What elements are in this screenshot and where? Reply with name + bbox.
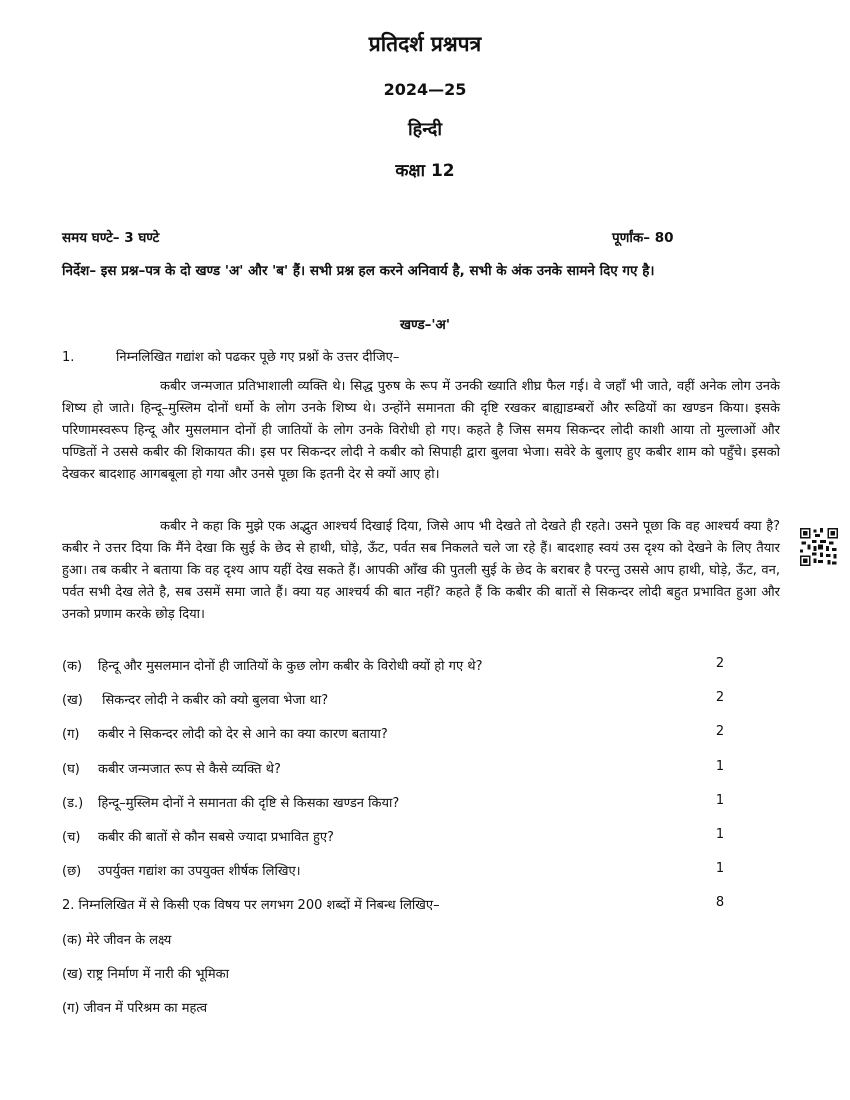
question-1 (62, 347, 399, 365)
sub-question-label: (ख) (62, 693, 83, 708)
question-1-number: 1. (62, 350, 75, 365)
sub-question (62, 827, 742, 845)
paper-year: 2024—25 (383, 80, 467, 99)
sub-question-marks: 2 (715, 690, 725, 705)
sub-question-text: हिन्दू और मुसलमान दोनों ही जातियों के कुछ लोग कबीर के विरोधी क्यों हो गए थे? (98, 659, 483, 674)
essay-option: (ख) राष्ट्र निर्माण में नारी की भूमिका (62, 967, 229, 982)
passage-paragraph-2: कबीर ने कहा कि मुझे एक अद्भुत आश्चर्य दिखाई दिया, जिसे आप भी देखते तो देखते ही रहते। उसने पूछा कि वह आश्चर्य क्या है? कबीर ने उत्तर दिया कि मैंने देखा कि सुई के छेद से हाथी, घोड़े, ऊँट, पर्वत सब निकलते चले जा रहे हैं। बादशाह स्वयं उस दृश्य को देखने के लिए तैयार हुआ। तब कबीर ने बताया कि वह दृश्य आप यहीं देख सकते हैं। आपकी आँख की पुतली सुई के छेद के बराबर है परन्तु उससे आप हाथी, घोड़े, ऊँट, वन, पर्वत सभी देख लेते है, सब उसमें समा जाते हैं। क्या यह आश्चर्य की बात नहीं? कहते हैं कि कबीर की बातों से सिकन्दर लोदी बहुत प्रभावित हुआ और उनको प्रणाम करके छोड़ दिया। (62, 519, 780, 622)
sub-question (62, 690, 742, 708)
time-allowed: समय घण्टे– 3 घण्टे (62, 230, 160, 246)
sub-question-text: कबीर की बातों से कौन सबसे ज्यादा प्रभावित हुए? (98, 830, 334, 845)
sub-question-text: हिन्दू–मुस्लिम दोनों ने समानता की दृष्टि से किसका खण्डन किया? (98, 796, 400, 811)
instructions: निर्देश– इस प्रश्न–पत्र के दो खण्ड 'अ' और 'ब' हैं। सभी प्रश्न हल करने अनिवार्य है, सभी के अंक उनके सामने दिए गए है। (62, 263, 655, 279)
sub-question-label: (ड.) (62, 796, 84, 811)
sub-question-text: सिकन्दर लोदी ने कबीर को क्यो बुलवा भेजा था? (98, 693, 329, 708)
maximum-marks: पूर्णांक– 80 (612, 230, 674, 246)
sub-question-label: (क) (62, 659, 83, 674)
essay-option: (क) मेरे जीवन के लक्ष्य (62, 933, 172, 948)
section-a-heading: खण्ड–'अ' (399, 317, 450, 333)
sub-question (62, 861, 742, 879)
sub-question-marks: 1 (715, 793, 725, 808)
sub-question-text: उपर्युक्त गद्यांश का उपयुक्त शीर्षक लिखिए। (98, 864, 301, 879)
sub-question-marks: 2 (715, 724, 725, 739)
sub-question (62, 759, 742, 777)
sub-question-text: कबीर जन्मजात रूप से कैसे व्यक्ति थे? (98, 762, 281, 777)
sub-question-label: (ग) (62, 727, 80, 742)
qr-code-icon (800, 528, 838, 566)
sub-question-label: (छ) (62, 864, 82, 879)
question-2 (62, 895, 742, 913)
question-2-text: 2. निम्नलिखित में से किसी एक विषय पर लगभग 200 शब्दों में निबन्ध लिखिए– (62, 898, 440, 913)
sub-question (62, 793, 742, 811)
passage-paragraph-1: कबीर जन्मजात प्रतिभाशाली व्यक्ति थे। सिद्ध पुरुष के रूप में उनकी ख्याति शीघ्र फैल गई। वे जहाँ भी जाते, वहीं अनेक लोग उनके शिष्य हो जाते। हिन्दू–मुस्लिम दोनों धर्मो के लोग उनके शिष्य थे। उन्होंने समानता की दृष्टि रखकर बाह्याडम्बरों और रूढियों का खण्डन किया। इसके परिणामस्वरूप हिन्दू और मुसलमान दोनों ही जातियों के लोग उनके विरोधी हो गए। कहते है जिस समय सिकन्दर लोदी काशी आया तो मुल्लाओं और पण्डितों ने उससे कबीर की शिकायत की। इस पर सिकन्दर लोदी ने कबीर को सिपाही द्वारा बुलवा भेजा। सवेरे के बुलाए हुए कबीर शाम को पहुँचे। इसको देखकर बादशाह आगबबूला हो गया और उनसे पूछा कि इतनी देर से क्यों आए हो। (62, 379, 780, 482)
sub-question-marks: 1 (715, 827, 725, 842)
sub-question-marks: 1 (715, 861, 725, 876)
paper-subject: हिन्दी (407, 119, 442, 140)
paper-class: कक्षा 12 (395, 161, 455, 181)
sub-question-label: (च) (62, 830, 81, 845)
question-1-text: निम्नलिखित गद्यांश को पढकर पूछे गए प्रश्नों के उत्तर दीजिए– (116, 350, 400, 365)
sub-question-label: (घ) (62, 762, 80, 777)
sub-question (62, 656, 742, 674)
question-2-marks: 8 (715, 895, 725, 910)
sub-question-marks: 1 (715, 759, 725, 774)
sub-question-marks: 2 (715, 656, 725, 671)
essay-option: (ग) जीवन में परिश्रम का महत्व (62, 1001, 208, 1016)
paper-title: प्रतिदर्श प्रश्नपत्र (368, 32, 482, 56)
sub-question-text: कबीर ने सिकन्दर लोदी को देर से आने का क्या कारण बताया? (98, 727, 388, 742)
sub-question (62, 724, 742, 742)
